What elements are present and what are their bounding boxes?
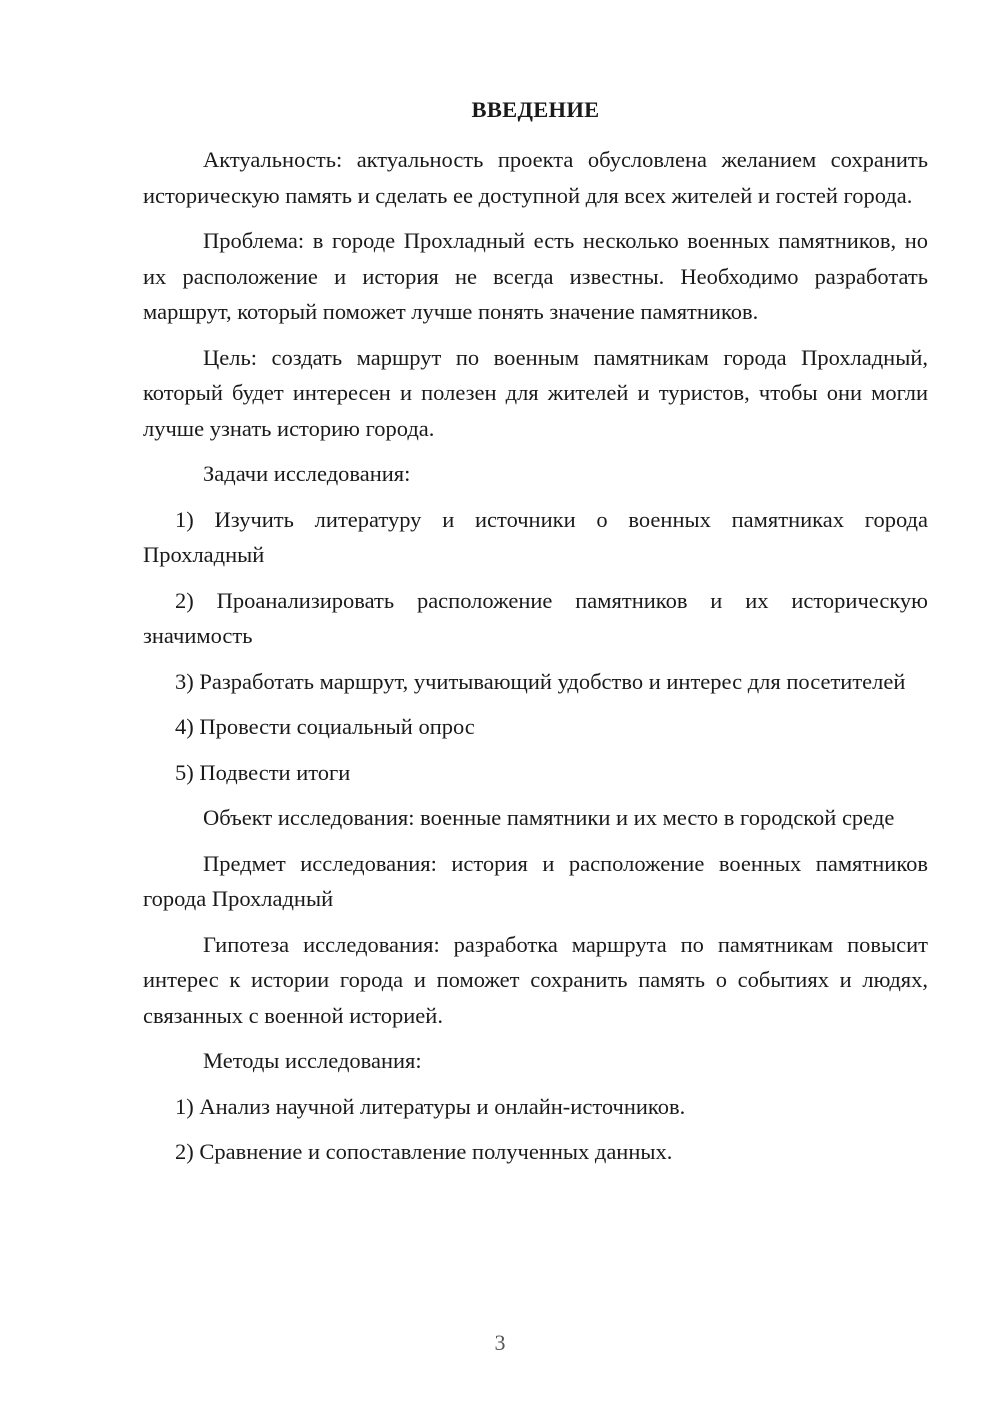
method-item: 1) Анализ научной литературы и онлайн-источников. (175, 1093, 686, 1119)
document-page (143, 92, 928, 1180)
subject-paragraph: Предмет исследования: история и расположение военных памятников города Прохладный (143, 850, 928, 911)
page-number: 3 (494, 1330, 506, 1355)
hypothesis-paragraph: Гипотеза исследования: разработка маршрута по памятникам повысит интерес к истории города и поможет сохранить память о событиях и людях, связанных с военной историей. (143, 931, 928, 1028)
problem-paragraph: Проблема: в городе Прохладный есть несколько военных памятников, но их расположение и история не всегда известны. Необходимо разработать маршрут, который поможет лучше понять значение памятников. (143, 228, 928, 324)
relevance-paragraph: Актуальность: актуальность проекта обусловлена желанием сохранить историческую память и сделать ее доступной для всех жителей и гостей города. (143, 147, 928, 208)
task-item: 3) Разработать маршрут, учитывающий удобство и интерес для посетителей (175, 668, 906, 694)
task-item: 1) Изучить литературу и источники о военных памятниках города Прохладный (143, 506, 928, 567)
method-item: 2) Сравнение и сопоставление полученных данных. (175, 1139, 673, 1164)
object-paragraph: Объект исследования: военные памятники и их место в городской среде (203, 805, 895, 830)
tasks-heading: Задачи исследования: (203, 461, 411, 486)
methods-heading: Методы исследования: (203, 1048, 422, 1073)
goal-paragraph: Цель: создать маршрут по военным памятникам города Прохладный, который будет интересен и полезен для жителей и туристов, чтобы они могли лучше узнать историю города. (143, 344, 928, 441)
section-title: ВВЕДЕНИЕ (471, 97, 600, 122)
task-item: 2) Проанализировать расположение памятников и их историческую значимость (143, 587, 928, 648)
task-item: 4) Провести социальный опрос (175, 714, 475, 739)
task-item: 5) Подвести итоги (175, 759, 351, 785)
